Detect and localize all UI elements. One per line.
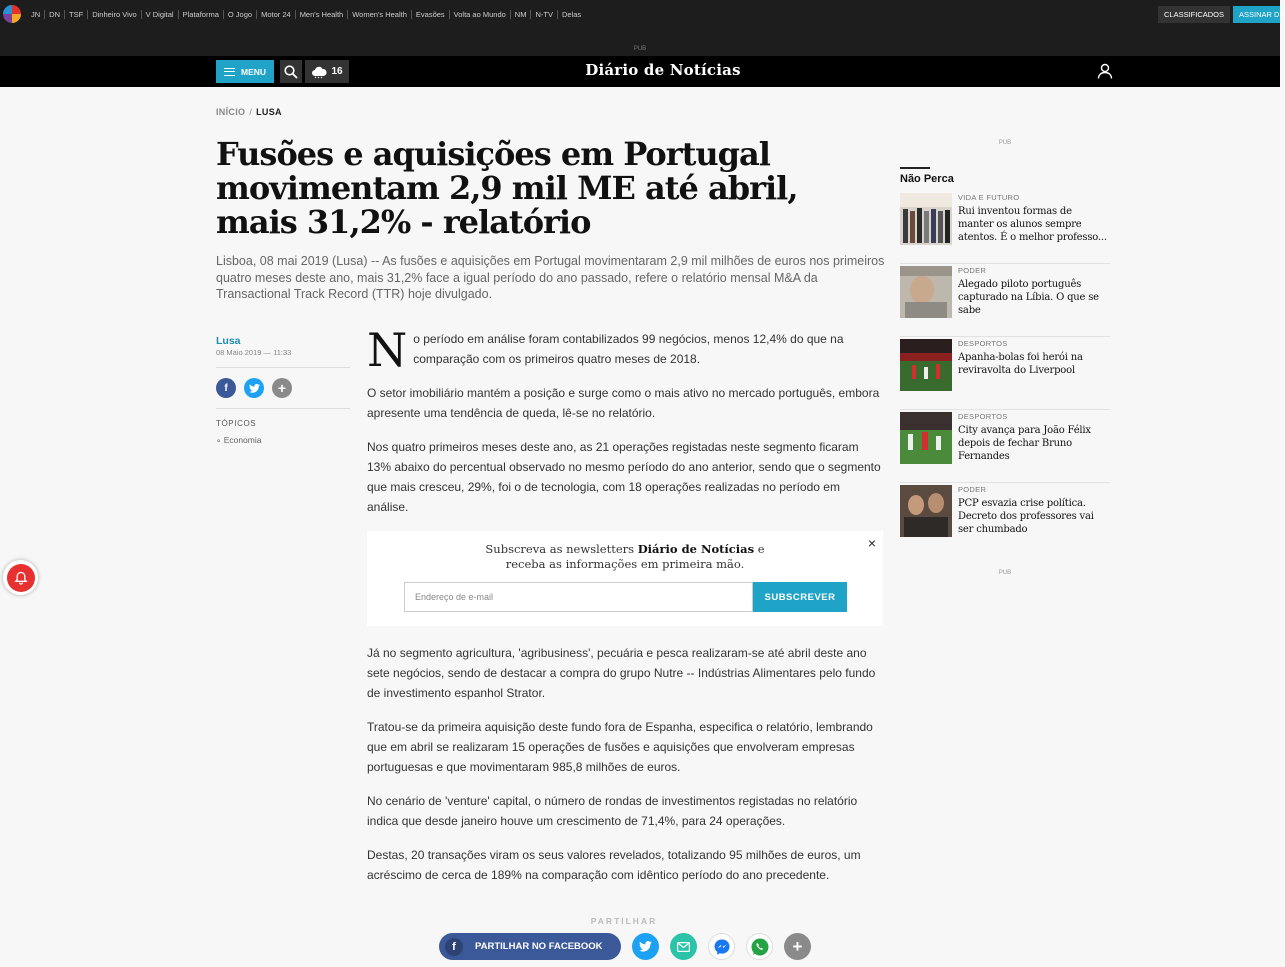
pub-label-sidebar: PUB	[998, 140, 1012, 146]
bell-icon	[7, 564, 35, 592]
topics-label: TÓPICOS	[216, 419, 257, 428]
cloud-icon	[311, 66, 327, 78]
newsletter-text	[367, 542, 883, 571]
article-lead: Lisboa, 08 mai 2019 (Lusa) -- As fusões e aquisições em Portugal movimentaram 2,9 mil milhões de euros nos primeiros quatro meses deste ano, mais 31,2% face a igual período do ano passado, refere o relatório mensal M&A da Transactional Track Record (TTR) hoje divulgado.	[216, 254, 885, 301]
menu-button[interactable]	[216, 60, 274, 83]
twitter-share-icon[interactable]	[244, 378, 264, 398]
network-link-dinheiro-vivo[interactable]: Dinheiro Vivo	[88, 10, 141, 19]
list-item[interactable]	[900, 483, 1110, 556]
network-logo-icon[interactable]	[3, 5, 21, 23]
search-button[interactable]	[280, 60, 302, 83]
newsletter-line2: receba as informações em primeira mão.	[505, 556, 745, 571]
facebook-share-label: PARTILHAR NO FACEBOOK	[475, 941, 603, 952]
breadcrumb	[216, 107, 282, 117]
article-body-continued	[367, 643, 883, 899]
network-link-nm[interactable]: NM	[511, 10, 532, 19]
dropcap: N	[367, 323, 408, 377]
newsletter-line1-pre: Subscreva as newsletters	[485, 542, 638, 556]
email-icon[interactable]	[670, 933, 697, 960]
messenger-icon[interactable]	[708, 933, 735, 960]
whatsapp-icon[interactable]	[746, 933, 773, 960]
paragraph: Tratou-se da primeira aquisição deste fundo fora de Espanha, especifica o relatório, lembrando que em abril se realizaram 15 operações de fusões e aquisições que envolveram empresas portuguesas e que movimentaram 985,8 milhões de euros.	[367, 720, 873, 774]
network-links	[27, 10, 585, 19]
item-category: PODER	[958, 266, 987, 275]
network-link-evasoes[interactable]: Evasões	[412, 10, 450, 19]
pub-label-top: PUB	[633, 46, 647, 52]
network-link-jn[interactable]: JN	[27, 10, 45, 19]
subscribe-button[interactable]: SUBSCREVER	[753, 582, 847, 612]
network-link-volta-ao-mundo[interactable]: Volta ao Mundo	[450, 10, 511, 19]
list-item[interactable]	[900, 337, 1110, 410]
divider	[216, 408, 350, 409]
assinar-button[interactable]: ASSINAR DN	[1233, 6, 1280, 23]
network-bar	[0, 0, 1285, 28]
list-item[interactable]	[900, 264, 1110, 337]
paragraph	[367, 323, 883, 377]
breadcrumb-separator: /	[249, 107, 253, 117]
network-link-o-jogo[interactable]: O Jogo	[224, 10, 257, 19]
site-header	[0, 56, 1280, 87]
site-logo[interactable]: Diário de Notícias	[585, 61, 741, 79]
thumbnail-image	[900, 412, 952, 464]
search-icon	[284, 65, 298, 79]
topic-economia[interactable]: ∘ Economia	[216, 435, 262, 445]
network-link-v-digital[interactable]: V Digital	[142, 10, 179, 19]
classificados-button[interactable]: CLASSIFICADOS	[1158, 6, 1230, 23]
paragraph: Nos quatro primeiros meses deste ano, as 21 operações registadas neste segmento ficaram 13% abaixo do percentual observado no mesmo período do ano anterior, sendo que o segmento que mais cresceu, 29%, foi o de tecnologia, com 18 operações realizadas no período em análise.	[367, 440, 881, 514]
facebook-share-button[interactable]	[439, 933, 621, 960]
thumbnail-image	[900, 193, 952, 245]
newsletter-brand: Diário de Notícias	[637, 542, 755, 556]
network-link-mens-health[interactable]: Men's Health	[296, 10, 349, 19]
network-link-motor24[interactable]: Motor 24	[257, 10, 296, 19]
network-link-womens-health[interactable]: Women's Health	[348, 10, 412, 19]
network-link-tsf[interactable]: TSF	[65, 10, 88, 19]
item-category: VIDA E FUTURO	[958, 193, 1020, 202]
menu-label: MENU	[240, 66, 267, 77]
facebook-icon: f	[445, 938, 463, 956]
paragraph: O setor imobiliário mantém a posição e surge como o mais ativo no mercado português, embora apresente uma tendência de queda, lê-se no relatório.	[367, 386, 880, 420]
bottom-share-bar	[439, 933, 811, 960]
list-item[interactable]	[900, 410, 1110, 483]
nao-perca-title: Não Perca	[900, 167, 1110, 185]
list-item[interactable]	[900, 191, 1110, 264]
nao-perca-list	[900, 191, 1110, 556]
paragraph-text: o período em análise foram contabilizados 99 negócios, menos 12,4% do que na comparação com os primeiros quatro meses de 2018.	[413, 332, 844, 366]
notifications-button[interactable]	[3, 560, 38, 595]
facebook-share-icon[interactable]: f	[216, 378, 236, 398]
topic-label: Economia	[223, 435, 262, 445]
author-link[interactable]: Lusa	[216, 335, 241, 347]
divider	[216, 367, 350, 368]
item-category: DESPORTOS	[958, 412, 1008, 421]
item-headline[interactable]: Alegado piloto português capturado na Líbia. O que se sabe	[958, 279, 1099, 316]
paragraph: Já no segmento agricultura, 'agribusiness', pecuária e pesca realizaram-se até abril deste ano sete negócios, sendo de destacar a compra do grupo Nutre -- Indústrias Alimentares pelo fundo de investimento espanhol Strator.	[367, 646, 876, 700]
item-headline[interactable]: PCP esvazia crise política. Decreto dos professores vai ser chumbado	[958, 498, 1094, 535]
newsletter-box	[367, 531, 883, 626]
thumbnail-image	[900, 485, 952, 537]
item-category: DESPORTOS	[958, 339, 1008, 348]
network-link-ntv[interactable]: N-TV	[531, 10, 558, 19]
article-title: Fusões e aquisições em Portugal movimentam 2,9 mil ME até abril, mais 31,2% - relatório	[216, 135, 798, 241]
breadcrumb-current[interactable]: LUSA	[256, 107, 282, 117]
breadcrumb-home[interactable]: INÍCIO	[216, 107, 246, 117]
paragraph: No cenário de 'venture' capital, o número de rondas de investimentos registadas no relatório indica que desde janeiro houve um crescimento de 71,4%, para 24 operações.	[367, 794, 858, 828]
hamburger-icon	[224, 68, 235, 76]
thumbnail-image	[900, 266, 952, 318]
article-meta	[216, 335, 350, 446]
article-body	[367, 323, 883, 531]
more-share-icon[interactable]: +	[272, 378, 292, 398]
network-link-plataforma[interactable]: Plataforma	[179, 10, 224, 19]
network-link-dn[interactable]: DN	[45, 10, 65, 19]
more-share-icon[interactable]: +	[784, 933, 811, 960]
newsletter-line1-post: e	[754, 542, 765, 556]
share-buttons	[216, 378, 350, 398]
item-category: PODER	[958, 485, 987, 494]
paragraph: Destas, 20 transações viram os seus valores revelados, totalizando 95 milhões de euros, um acréscimo de cerca de 189% na comparação com idêntico período do ano precedente.	[367, 848, 861, 882]
item-headline[interactable]: Apanha-bolas foi herói na reviravolta do Liverpool	[958, 352, 1083, 376]
pub-label-sidebar-2: PUB	[998, 570, 1012, 576]
item-headline[interactable]: Rui inventou formas de manter os alunos sempre atentos. É o melhor professo...	[958, 206, 1107, 243]
email-input[interactable]	[404, 582, 753, 612]
weather-widget[interactable]	[305, 60, 349, 83]
share-label: PARTILHAR	[590, 916, 658, 926]
item-headline[interactable]: City avança para João Félix depois de fechar Bruno Fernandes	[958, 425, 1091, 462]
close-icon[interactable]: ×	[867, 535, 876, 551]
temperature: 16	[331, 66, 343, 77]
network-link-delas[interactable]: Delas	[561, 9, 582, 19]
publish-date: 08 Maio 2019 — 11:33	[216, 348, 292, 357]
user-icon[interactable]	[1097, 63, 1113, 79]
twitter-icon[interactable]	[632, 933, 659, 960]
thumbnail-image	[900, 339, 952, 391]
